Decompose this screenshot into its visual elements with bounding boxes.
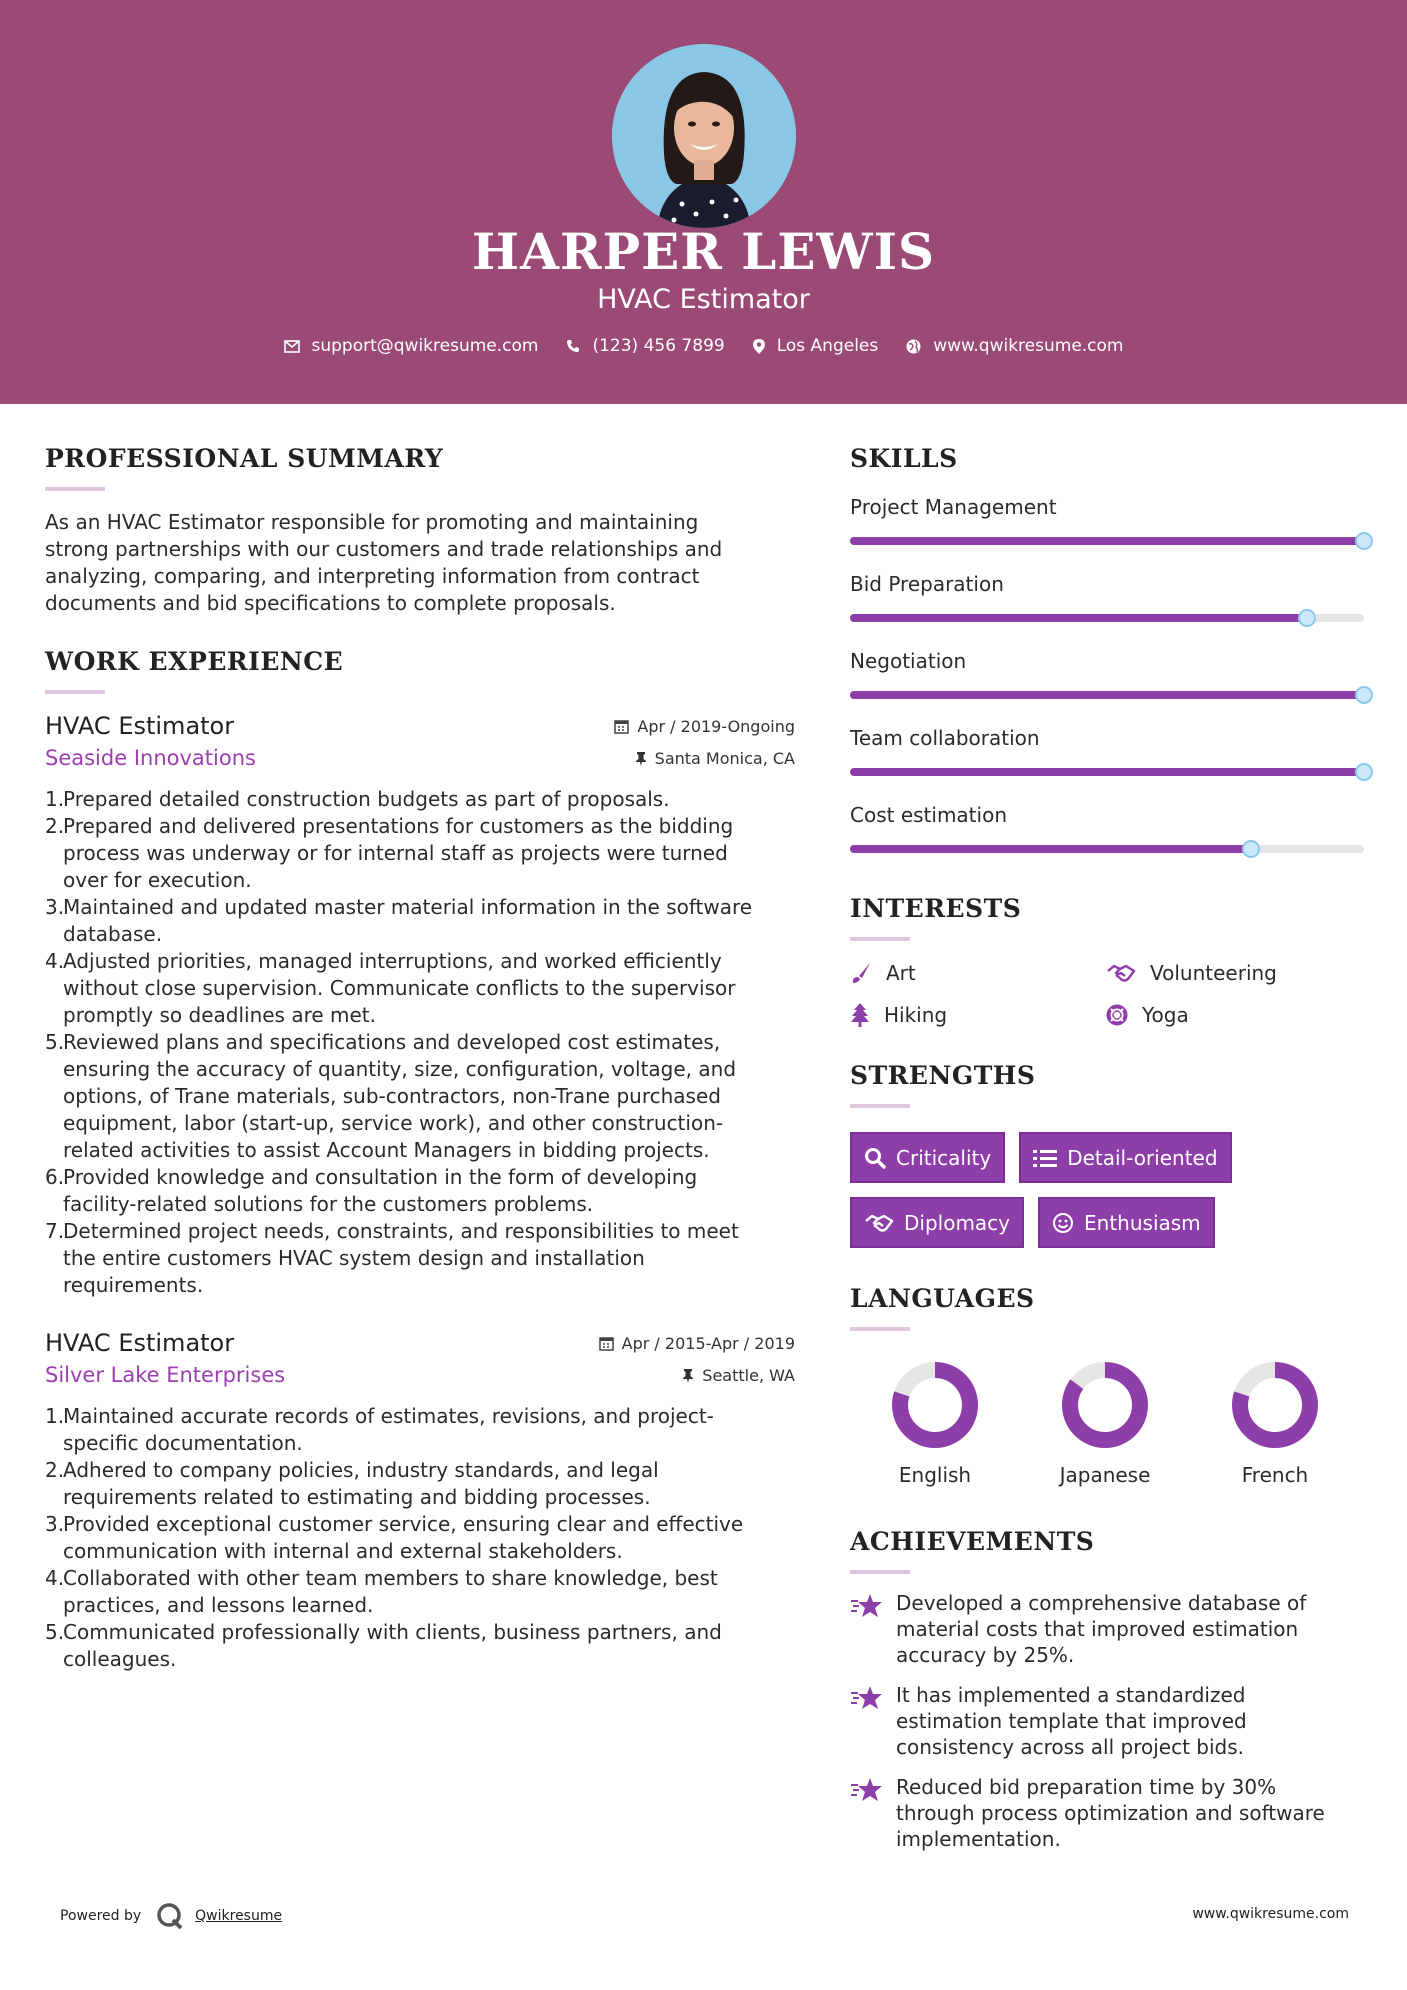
duty-text — [63, 1565, 718, 1619]
contact-phone[interactable] — [566, 336, 724, 356]
skill-slider-handle[interactable] — [1298, 609, 1316, 627]
interest-list — [850, 961, 1370, 1027]
duty-line: Adhered to company policies, industry standards, and legal — [63, 1458, 659, 1482]
duty-text — [63, 894, 752, 948]
job-location — [635, 749, 795, 768]
duty-list — [45, 786, 795, 1299]
duty-item — [45, 948, 795, 1029]
job-header-row — [45, 712, 795, 740]
duty-item — [45, 1029, 795, 1164]
pushpin-icon — [682, 1368, 694, 1383]
star-badge-icon — [850, 1684, 884, 1712]
calendar-icon — [614, 719, 629, 734]
summary-heading: PROFESSIONAL SUMMARY — [45, 444, 444, 473]
skill-item — [850, 649, 1370, 726]
qwikresume-logo-icon — [155, 1902, 185, 1930]
job-title: HVAC Estimator — [45, 712, 235, 740]
experience-section — [45, 647, 795, 1673]
contact-email[interactable] — [284, 336, 539, 356]
skill-slider-handle[interactable] — [1242, 840, 1260, 858]
language-donut — [891, 1361, 979, 1449]
skill-slider-handle[interactable] — [1355, 532, 1373, 550]
company-name: Silver Lake Enterprises — [45, 1363, 286, 1387]
interest-item — [850, 1003, 1106, 1027]
duty-item — [45, 786, 795, 813]
contact-bar — [0, 336, 1407, 356]
contact-location-text: Los Angeles — [776, 336, 879, 356]
skill-fill — [850, 537, 1364, 545]
section-divider — [850, 1104, 910, 1108]
summary-line: As an HVAC Estimator responsible for promoting and maintaining — [45, 510, 699, 534]
duty-text — [63, 786, 670, 813]
tree-icon — [850, 1003, 870, 1027]
duty-item — [45, 1565, 795, 1619]
powered-by-text: Powered by — [60, 1908, 142, 1924]
job-header-row — [45, 1329, 795, 1357]
skill-slider-handle[interactable] — [1355, 763, 1373, 781]
pushpin-icon — [635, 751, 647, 766]
job-location-text: Santa Monica, CA — [654, 748, 795, 768]
skill-item — [850, 803, 1370, 880]
achievement-text — [896, 1774, 1325, 1852]
duty-number: 5. — [45, 1620, 65, 1644]
right-column — [850, 444, 1370, 1852]
strength-label: Enthusiasm — [1084, 1210, 1201, 1235]
duty-line: without close supervision. Communicate conflicts to the supervisor — [63, 976, 736, 1000]
skill-name: Project Management — [850, 495, 1057, 519]
duty-item — [45, 1511, 795, 1565]
language-name: Japanese — [1059, 1463, 1151, 1487]
duty-text — [63, 1457, 659, 1511]
skill-slider-handle[interactable] — [1355, 686, 1373, 704]
qwikresume-link[interactable]: Qwikresume — [195, 1908, 283, 1924]
duty-line: requirements. — [63, 1273, 204, 1297]
duty-number: 4. — [45, 1566, 65, 1590]
search-icon — [864, 1147, 886, 1169]
contact-location — [753, 336, 879, 356]
duty-item — [45, 1164, 795, 1218]
contact-phone-text: (123) 456 7899 — [592, 336, 725, 356]
skill-fill — [850, 768, 1364, 776]
resume-header — [0, 0, 1407, 404]
duty-text — [63, 813, 733, 894]
skill-item — [850, 572, 1370, 649]
duty-line: Collaborated with other team members to share knowledge, best — [63, 1566, 718, 1590]
summary-line: analyzing, comparing, and interpreting information from contract — [45, 564, 700, 588]
skill-fill — [850, 845, 1251, 853]
phone-icon — [566, 339, 580, 353]
duty-item — [45, 813, 795, 894]
achievement-line: through process optimization and software — [896, 1801, 1325, 1825]
skill-fill — [850, 614, 1307, 622]
duty-number: 4. — [45, 949, 65, 973]
duty-line: Provided exceptional customer service, ensuring clear and effective — [63, 1512, 744, 1536]
footer-website[interactable]: www.qwikresume.com — [1192, 1906, 1349, 1922]
language-donut — [1231, 1361, 1319, 1449]
duty-line: specific documentation. — [63, 1431, 303, 1455]
duty-line: requirements related to estimating and bidding processes. — [63, 1485, 651, 1509]
duty-number: 1. — [45, 1404, 65, 1428]
interests-section — [850, 894, 1370, 1027]
achievement-text — [896, 1682, 1247, 1760]
duty-line: database. — [63, 922, 163, 946]
duty-item — [45, 1457, 795, 1511]
skill-name: Team collaboration — [850, 726, 1040, 750]
strength-list — [850, 1132, 1370, 1248]
summary-section — [45, 444, 795, 617]
star-badge-icon — [850, 1592, 884, 1620]
skill-item — [850, 495, 1370, 572]
duty-line: colleagues. — [63, 1647, 177, 1671]
strength-badge — [850, 1132, 1005, 1183]
duty-line: equipment, labor (start-up, service work), and other construction- — [63, 1111, 724, 1135]
job-dates-text: Apr / 2015-Apr / 2019 — [621, 1333, 795, 1353]
achievement-line: implementation. — [896, 1827, 1061, 1851]
job-company-row — [45, 746, 795, 770]
duty-number: 1. — [45, 787, 65, 811]
duty-line: practices, and lessons learned. — [63, 1593, 374, 1617]
handshake-icon — [1106, 963, 1136, 983]
interest-label: Hiking — [884, 1003, 948, 1027]
duty-line: promptly so deadlines are met. — [63, 1003, 377, 1027]
job-entry — [45, 1329, 795, 1673]
interest-label: Yoga — [1142, 1003, 1189, 1027]
interest-label: Art — [886, 961, 916, 985]
achievement-line: material costs that improved estimation — [896, 1617, 1299, 1641]
section-divider — [850, 1570, 910, 1574]
interests-heading: INTERESTS — [850, 894, 1022, 923]
contact-website[interactable] — [906, 336, 1123, 356]
duty-number: 2. — [45, 1458, 65, 1482]
globe-icon — [906, 339, 921, 354]
summary-line: strong partnerships with our customers and trade relationships and — [45, 537, 723, 561]
duty-number: 3. — [45, 895, 65, 919]
job-entry — [45, 712, 795, 1299]
star-badge-icon — [850, 1776, 884, 1804]
language-item — [1190, 1361, 1360, 1487]
duty-line: Maintained and updated master material information in the software — [63, 895, 753, 919]
duty-item — [45, 1218, 795, 1299]
duty-line: Reviewed plans and specifications and developed cost estimates, — [63, 1030, 721, 1054]
skill-item — [850, 726, 1370, 803]
job-location-text: Seattle, WA — [702, 1365, 795, 1385]
duty-line: facility-related solutions for the customers problems. — [63, 1192, 594, 1216]
duty-line: Maintained accurate records of estimates, revisions, and project- — [63, 1404, 714, 1428]
duty-number: 5. — [45, 1030, 65, 1054]
achievements-heading: ACHIEVEMENTS — [850, 1527, 1095, 1556]
duty-line: Communicated professionally with clients, business partners, and — [63, 1620, 722, 1644]
achievement-item — [850, 1590, 1370, 1668]
duty-line: related activities to assist Account Managers in bidding projects. — [63, 1138, 710, 1162]
smile-icon — [1052, 1212, 1074, 1234]
experience-heading: WORK EXPERIENCE — [45, 647, 344, 676]
footer-powered-by — [60, 1902, 282, 1930]
duty-line: process was underway or for internal staff as projects were turned — [63, 841, 728, 865]
duty-line: the entire customers HVAC system design and installation — [63, 1246, 645, 1270]
achievement-line: estimation template that improved — [896, 1709, 1247, 1733]
duty-line: Prepared detailed construction budgets as part of proposals. — [63, 787, 670, 811]
language-list — [850, 1361, 1370, 1487]
duty-item — [45, 1403, 795, 1457]
skill-name: Bid Preparation — [850, 572, 1004, 596]
section-divider — [850, 937, 910, 941]
duty-list — [45, 1403, 795, 1673]
skills-heading: SKILLS — [850, 444, 958, 473]
interest-item — [1106, 961, 1362, 985]
duty-line: communication with internal and external stakeholders. — [63, 1539, 623, 1563]
summary-line: documents and bid specifications to complete proposals. — [45, 591, 616, 615]
duty-text — [63, 1403, 714, 1457]
duty-line: Determined project needs, constraints, and responsibilities to meet — [63, 1219, 739, 1243]
language-item — [1020, 1361, 1190, 1487]
job-list — [45, 712, 795, 1673]
strength-label: Diplomacy — [904, 1210, 1011, 1235]
strengths-heading: STRENGTHS — [850, 1061, 1036, 1090]
achievement-line: Developed a comprehensive database of — [896, 1591, 1307, 1615]
achievement-item — [850, 1774, 1370, 1852]
duty-number: 3. — [45, 1512, 65, 1536]
left-column — [45, 444, 795, 1673]
job-location — [682, 1366, 795, 1385]
duty-item — [45, 894, 795, 948]
job-dates — [614, 717, 795, 736]
lifering-icon — [1106, 1004, 1128, 1026]
duty-line: Prepared and delivered presentations for customers as the bidding — [63, 814, 734, 838]
skill-track — [850, 614, 1364, 622]
calendar-icon — [599, 1336, 614, 1351]
section-divider — [45, 690, 105, 694]
job-company-row — [45, 1363, 795, 1387]
skill-track — [850, 768, 1364, 776]
duty-line: ensuring the accuracy of quantity, size, configuration, voltage, and — [63, 1057, 737, 1081]
achievement-line: Reduced bid preparation time by 30% — [896, 1775, 1277, 1799]
strength-badge — [850, 1197, 1024, 1248]
section-divider — [850, 1327, 910, 1331]
skills-section — [850, 444, 1370, 880]
section-divider — [45, 487, 105, 491]
duty-number: 6. — [45, 1165, 65, 1189]
strength-badge — [1019, 1132, 1231, 1183]
interest-item — [850, 961, 1106, 985]
language-name: French — [1241, 1463, 1309, 1487]
skill-track — [850, 691, 1364, 699]
skill-fill — [850, 691, 1364, 699]
skill-track — [850, 537, 1364, 545]
interest-label: Volunteering — [1150, 961, 1277, 985]
contact-website-text: www.qwikresume.com — [933, 336, 1124, 356]
skill-name: Cost estimation — [850, 803, 1007, 827]
skill-track — [850, 845, 1364, 853]
contact-email-text: support@qwikresume.com — [311, 336, 539, 356]
duty-line: Adjusted priorities, managed interruptions, and worked efficiently — [63, 949, 722, 973]
paintbrush-icon — [850, 962, 872, 984]
candidate-title: HVAC Estimator — [597, 284, 810, 315]
handshake-icon — [864, 1213, 894, 1233]
skill-list — [850, 495, 1370, 880]
achievement-line: consistency across all project bids. — [896, 1735, 1245, 1759]
interest-item — [1106, 1003, 1362, 1027]
achievement-line: It has implemented a standardized — [896, 1683, 1246, 1707]
duty-text — [63, 1164, 697, 1218]
map-pin-icon — [753, 339, 765, 354]
strength-label: Detail-oriented — [1067, 1145, 1218, 1170]
duty-line: Provided knowledge and consultation in the form of developing — [63, 1165, 698, 1189]
duty-text — [63, 1619, 722, 1673]
summary-text — [45, 509, 795, 617]
strength-badge — [1038, 1197, 1215, 1248]
job-dates-text: Apr / 2019-Ongoing — [637, 716, 795, 736]
achievement-line: accuracy by 25%. — [896, 1643, 1075, 1667]
candidate-name: HARPER LEWIS — [471, 222, 936, 281]
achievements-section — [850, 1527, 1370, 1852]
duty-line: options, of Trane materials, sub-contractors, non-Trane purchased — [63, 1084, 721, 1108]
skill-name: Negotiation — [850, 649, 967, 673]
language-donut — [1061, 1361, 1149, 1449]
company-name: Seaside Innovations — [45, 746, 256, 770]
languages-section — [850, 1284, 1370, 1487]
strength-label: Criticality — [896, 1145, 992, 1170]
languages-heading: LANGUAGES — [850, 1284, 1035, 1313]
duty-line: over for execution. — [63, 868, 252, 892]
duty-number: 7. — [45, 1219, 65, 1243]
achievement-list — [850, 1590, 1370, 1852]
duty-text — [63, 948, 735, 1029]
achievement-text — [896, 1590, 1306, 1668]
profile-photo — [612, 44, 796, 228]
list-icon — [1033, 1148, 1057, 1168]
duty-item — [45, 1619, 795, 1673]
language-item — [850, 1361, 1020, 1487]
job-dates — [599, 1334, 795, 1353]
duty-text — [63, 1218, 739, 1299]
strengths-section — [850, 1061, 1370, 1248]
duty-text — [63, 1511, 743, 1565]
language-name: English — [898, 1463, 972, 1487]
duty-text — [63, 1029, 736, 1164]
envelope-icon — [284, 340, 300, 353]
duty-number: 2. — [45, 814, 65, 838]
achievement-item — [850, 1682, 1370, 1760]
job-title: HVAC Estimator — [45, 1329, 235, 1357]
